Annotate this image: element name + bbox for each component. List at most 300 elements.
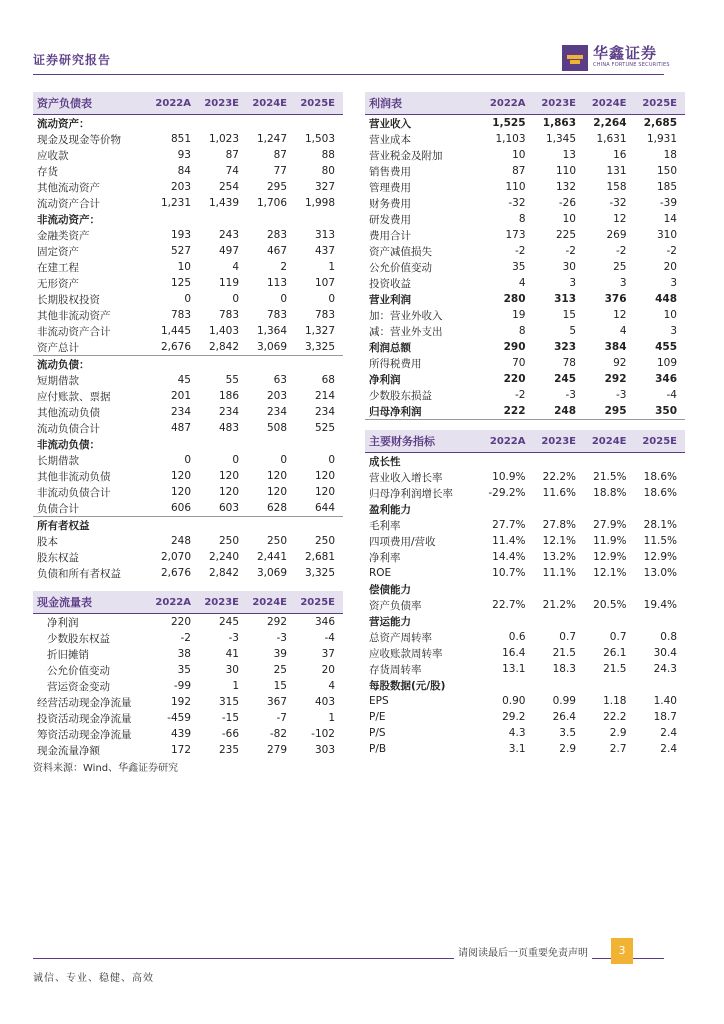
cell-value bbox=[199, 115, 247, 132]
cell-value: 292 bbox=[604, 373, 627, 385]
table-row bbox=[33, 726, 343, 742]
cell-value: 313 bbox=[554, 293, 576, 305]
cash-flow-table bbox=[33, 591, 343, 758]
row-label: 总资产周转率 bbox=[369, 631, 432, 644]
cell-value: 1,247 bbox=[256, 133, 287, 145]
cell-value: 107 bbox=[314, 277, 335, 289]
cell-value: 250 bbox=[266, 535, 287, 547]
table-row bbox=[33, 291, 343, 307]
cell-value bbox=[584, 501, 635, 517]
table-row bbox=[33, 468, 343, 484]
cell-value: 2.4 bbox=[660, 727, 677, 739]
table-header-row bbox=[33, 92, 343, 115]
table-row bbox=[365, 517, 685, 533]
cell-value bbox=[483, 501, 534, 517]
table-row bbox=[33, 452, 343, 468]
cell-value: 269 bbox=[606, 229, 627, 241]
cell-value: 234 bbox=[314, 406, 335, 418]
cell-value: 0.8 bbox=[660, 631, 677, 643]
row-label: 负债合计 bbox=[33, 500, 151, 517]
cell-value: 245 bbox=[554, 373, 576, 385]
cell-value: 28.1% bbox=[643, 519, 677, 531]
cell-value: 310 bbox=[656, 229, 677, 241]
cell-value: 12 bbox=[613, 213, 627, 225]
row-label: 其他非流动资产 bbox=[37, 309, 111, 322]
cell-value: 487 bbox=[170, 422, 191, 434]
cell-value: 18.7 bbox=[653, 711, 677, 723]
cell-value: 2,441 bbox=[256, 551, 287, 563]
cell-value: 20 bbox=[321, 664, 335, 676]
row-label: 营业利润 bbox=[369, 293, 411, 306]
table-title: 主要财务指标 bbox=[365, 430, 483, 453]
row-label: 营运资金变动 bbox=[47, 680, 110, 693]
row-label: 股本 bbox=[37, 535, 58, 548]
cell-value: 0 bbox=[328, 293, 335, 305]
cell-value: 25 bbox=[273, 664, 287, 676]
cell-value: -66 bbox=[221, 728, 239, 740]
cell-value: 113 bbox=[266, 277, 287, 289]
table-row bbox=[33, 694, 343, 710]
cell-value: 235 bbox=[218, 744, 239, 756]
cell-value bbox=[247, 115, 295, 132]
table-header-row bbox=[33, 591, 343, 614]
table-row bbox=[33, 163, 343, 179]
cell-value: 84 bbox=[177, 165, 191, 177]
logo-name-en: CHINA FORTUNE SECURITIES bbox=[593, 62, 670, 68]
row-label: 四项费用/营收 bbox=[369, 535, 436, 548]
cell-value: -32 bbox=[609, 197, 627, 209]
year-header: 2024E bbox=[584, 430, 635, 453]
cell-value: 243 bbox=[218, 229, 239, 241]
table-row bbox=[365, 163, 685, 179]
cell-value bbox=[295, 356, 343, 373]
cell-value: 437 bbox=[314, 245, 335, 257]
cell-value: 0.6 bbox=[508, 631, 526, 643]
cell-value bbox=[247, 356, 295, 373]
cell-value: 0 bbox=[328, 454, 335, 466]
cell-value: 173 bbox=[505, 229, 526, 241]
table-row bbox=[33, 630, 343, 646]
row-label: 归母净利润 bbox=[365, 403, 483, 420]
row-label: 固定资产 bbox=[37, 245, 79, 258]
row-label: 利润总额 bbox=[369, 341, 411, 354]
table-row bbox=[365, 597, 685, 613]
cell-value: 295 bbox=[266, 181, 287, 193]
table-row bbox=[365, 677, 685, 693]
cell-value: 2,681 bbox=[304, 551, 335, 563]
balance-sheet-table bbox=[33, 92, 343, 581]
cell-value: 27.8% bbox=[542, 519, 576, 531]
table-row bbox=[365, 645, 685, 661]
table-row bbox=[365, 469, 685, 485]
cell-value: 346 bbox=[655, 373, 677, 385]
cell-value: 214 bbox=[314, 390, 335, 402]
cell-value: 3 bbox=[670, 277, 677, 289]
row-label: 投资收益 bbox=[369, 277, 411, 290]
year-header: 2022A bbox=[151, 92, 199, 115]
cell-value: 455 bbox=[655, 341, 677, 353]
table-row bbox=[365, 581, 685, 597]
cell-value: 851 bbox=[170, 133, 191, 145]
row-label: 其他流动资产 bbox=[37, 181, 100, 194]
row-label: 营业收入增长率 bbox=[369, 471, 443, 484]
cell-value: 10 bbox=[663, 309, 677, 321]
cell-value: 120 bbox=[314, 486, 335, 498]
page-number: 3 bbox=[611, 938, 633, 964]
year-header: 2025E bbox=[635, 430, 686, 453]
row-label: 资产负债率 bbox=[369, 599, 422, 612]
table-row bbox=[365, 533, 685, 549]
cell-value: 234 bbox=[170, 406, 191, 418]
table-row bbox=[365, 709, 685, 725]
cell-value: 193 bbox=[170, 229, 191, 241]
row-label: 负债和所有者权益 bbox=[37, 567, 121, 580]
cell-value: 250 bbox=[314, 535, 335, 547]
cell-value: 1,023 bbox=[208, 133, 239, 145]
cell-value: 45 bbox=[177, 374, 191, 386]
row-label: 应付账款、票据 bbox=[37, 390, 111, 403]
cell-value: 185 bbox=[656, 181, 677, 193]
row-label: 非流动负债： bbox=[37, 438, 100, 451]
cell-value: 120 bbox=[266, 470, 287, 482]
cell-value: 8 bbox=[518, 213, 526, 225]
cell-value: 603 bbox=[199, 500, 247, 517]
row-label: 少数股东损益 bbox=[369, 389, 432, 402]
row-label: 营业成本 bbox=[369, 133, 411, 146]
cell-value: 1,445 bbox=[160, 325, 191, 337]
table-row bbox=[365, 565, 685, 581]
cell-value: -4 bbox=[666, 389, 677, 401]
cell-value: 29.2 bbox=[502, 711, 526, 723]
row-label: 财务费用 bbox=[369, 197, 411, 210]
cell-value: 2,240 bbox=[208, 551, 239, 563]
cell-value: 250 bbox=[218, 535, 239, 547]
table-row bbox=[33, 179, 343, 195]
cell-value bbox=[151, 115, 199, 132]
cell-value: 13.0% bbox=[643, 567, 677, 579]
cell-value: 1 bbox=[328, 712, 335, 724]
cell-value: -102 bbox=[311, 728, 335, 740]
cell-value: -4 bbox=[324, 632, 335, 644]
cell-value bbox=[247, 211, 295, 227]
table-row bbox=[365, 453, 685, 470]
cell-value: 15 bbox=[273, 680, 287, 692]
cell-value: 27.7% bbox=[492, 519, 526, 531]
cell-value: 783 bbox=[170, 309, 191, 321]
cell-value: 70 bbox=[512, 357, 526, 369]
cell-value: 303 bbox=[314, 744, 335, 756]
cell-value bbox=[584, 677, 635, 693]
table-row bbox=[365, 147, 685, 163]
row-label: 成长性 bbox=[369, 455, 401, 468]
cell-value: 234 bbox=[266, 406, 287, 418]
cell-value: 24.3 bbox=[653, 663, 677, 675]
row-label: 存货周转率 bbox=[369, 663, 422, 676]
row-label: P/B bbox=[369, 743, 387, 755]
table-row bbox=[365, 307, 685, 323]
cell-value: 80 bbox=[321, 165, 335, 177]
cell-value: 1,706 bbox=[256, 197, 287, 209]
cell-value: 22.7% bbox=[492, 599, 526, 611]
logo-name-cn: 华鑫证券 bbox=[593, 44, 658, 62]
company-motto: 诚信、专业、稳健、高效 bbox=[33, 973, 154, 984]
table-row bbox=[365, 629, 685, 645]
table-row bbox=[33, 195, 343, 211]
cell-value: 12.1% bbox=[593, 567, 627, 579]
cell-value: 120 bbox=[314, 470, 335, 482]
year-header: 2024E bbox=[247, 92, 295, 115]
cell-value bbox=[151, 436, 199, 452]
cell-value: 110 bbox=[555, 165, 576, 177]
cell-value: 497 bbox=[218, 245, 239, 257]
year-header: 2023E bbox=[534, 92, 585, 115]
cell-value: 158 bbox=[606, 181, 627, 193]
cell-value bbox=[584, 581, 635, 597]
table-row bbox=[33, 646, 343, 662]
logo-text bbox=[593, 45, 670, 69]
cell-value: 19.4% bbox=[643, 599, 677, 611]
cell-value: 525 bbox=[314, 422, 335, 434]
table-row bbox=[365, 501, 685, 517]
cell-value bbox=[483, 453, 534, 470]
cell-value: 25 bbox=[613, 261, 627, 273]
cell-value: 63 bbox=[273, 374, 287, 386]
cell-value: 22.2 bbox=[603, 711, 627, 723]
cell-value: 203 bbox=[266, 390, 287, 402]
year-header: 2023E bbox=[199, 92, 247, 115]
cell-value: 0.90 bbox=[502, 695, 526, 707]
cell-value: 16.4 bbox=[502, 647, 526, 659]
cell-value: 18.6% bbox=[643, 471, 677, 483]
cell-value bbox=[199, 211, 247, 227]
table-row bbox=[33, 614, 343, 631]
cell-value bbox=[635, 453, 686, 470]
cell-value: 2,070 bbox=[160, 551, 191, 563]
cell-value: 248 bbox=[170, 535, 191, 547]
cell-value: -39 bbox=[659, 197, 677, 209]
cell-value: 78 bbox=[562, 357, 576, 369]
cell-value: 1,403 bbox=[208, 325, 239, 337]
cell-value bbox=[534, 677, 585, 693]
key-indicators-table bbox=[365, 430, 685, 757]
cell-value: 37 bbox=[321, 648, 335, 660]
cell-value: 120 bbox=[170, 470, 191, 482]
row-label: 净利润 bbox=[47, 616, 79, 629]
cell-value: 1,525 bbox=[492, 117, 526, 129]
cell-value: 27.9% bbox=[593, 519, 627, 531]
cell-value: 150 bbox=[656, 165, 677, 177]
year-header: 2025E bbox=[295, 92, 343, 115]
table-header-row bbox=[365, 430, 685, 453]
cell-value: 21.2% bbox=[542, 599, 576, 611]
cell-value: 3.5 bbox=[559, 727, 576, 739]
cell-value: -2 bbox=[515, 245, 526, 257]
table-header-row bbox=[365, 92, 685, 115]
cell-value: 19 bbox=[512, 309, 526, 321]
table-row bbox=[365, 259, 685, 275]
cell-value: 3,069 bbox=[256, 567, 287, 579]
cell-value bbox=[295, 115, 343, 132]
row-label: ROE bbox=[369, 567, 392, 579]
cell-value: 4.3 bbox=[508, 727, 526, 739]
cell-value: 5 bbox=[569, 325, 576, 337]
table-row bbox=[33, 131, 343, 147]
cell-value: 0 bbox=[184, 454, 191, 466]
cell-value: 14.4% bbox=[492, 551, 526, 563]
table-row bbox=[33, 211, 343, 227]
company-logo bbox=[562, 45, 670, 71]
cell-value: 403 bbox=[314, 696, 335, 708]
cell-value: 172 bbox=[170, 744, 191, 756]
cell-value: -15 bbox=[221, 712, 239, 724]
table-row bbox=[365, 549, 685, 565]
cell-value: -2 bbox=[565, 245, 576, 257]
row-label: 少数股东权益 bbox=[47, 632, 110, 645]
row-label: 应收款 bbox=[37, 149, 69, 162]
cell-value bbox=[584, 613, 635, 629]
cell-value: 220 bbox=[170, 616, 191, 628]
row-label: 股东权益 bbox=[37, 551, 79, 564]
income-statement-table bbox=[365, 92, 685, 420]
cell-value: 186 bbox=[218, 390, 239, 402]
cell-value: 68 bbox=[321, 374, 335, 386]
cell-value: 125 bbox=[170, 277, 191, 289]
table-row bbox=[33, 243, 343, 259]
table-row bbox=[365, 485, 685, 501]
row-label: 所有者权益 bbox=[37, 519, 90, 532]
cell-value: 0.99 bbox=[552, 695, 576, 707]
cell-value: 3.1 bbox=[508, 743, 526, 755]
cell-value bbox=[247, 436, 295, 452]
cell-value: 0 bbox=[232, 454, 239, 466]
cell-value: 201 bbox=[170, 390, 191, 402]
cell-value: 384 bbox=[604, 341, 627, 353]
table-row bbox=[365, 613, 685, 629]
cell-value: 4 bbox=[328, 680, 335, 692]
table-row bbox=[365, 179, 685, 195]
cell-value: 367 bbox=[266, 696, 287, 708]
row-label: P/E bbox=[369, 711, 386, 723]
table-row bbox=[365, 131, 685, 147]
cell-value: 323 bbox=[554, 341, 576, 353]
row-label: 无形资产 bbox=[37, 277, 79, 290]
table-row bbox=[33, 339, 343, 356]
row-label: 应收账款周转率 bbox=[369, 647, 443, 660]
cell-value: 4 bbox=[232, 261, 239, 273]
year-header: 2024E bbox=[584, 92, 635, 115]
row-label: 营业收入 bbox=[369, 117, 411, 130]
table-row bbox=[33, 372, 343, 388]
row-label: 金融类资产 bbox=[37, 229, 90, 242]
cell-value bbox=[483, 613, 534, 629]
cell-value: 93 bbox=[177, 149, 191, 161]
cell-value: 30 bbox=[562, 261, 576, 273]
row-label: 费用合计 bbox=[369, 229, 411, 242]
cell-value: 14 bbox=[663, 213, 677, 225]
cell-value: 2,685 bbox=[643, 117, 677, 129]
table-row bbox=[33, 323, 343, 339]
cell-value: 2.4 bbox=[660, 743, 677, 755]
cell-value: 3 bbox=[670, 325, 677, 337]
data-source-note: 资料来源：Wind、华鑫证券研究 bbox=[33, 763, 179, 774]
cell-value: 11.4% bbox=[492, 535, 526, 547]
table-row bbox=[365, 275, 685, 291]
cell-value: 74 bbox=[225, 165, 239, 177]
cell-value: 11.9% bbox=[593, 535, 627, 547]
cell-value: 87 bbox=[273, 149, 287, 161]
table-row bbox=[365, 291, 685, 307]
cell-value: 120 bbox=[218, 486, 239, 498]
cell-value: 0 bbox=[232, 293, 239, 305]
cell-value: 2,842 bbox=[208, 567, 239, 579]
cell-value: 2,842 bbox=[199, 339, 247, 356]
cell-value: 10 bbox=[512, 149, 526, 161]
year-header: 2023E bbox=[534, 430, 585, 453]
row-label: 每股数据(元/股) bbox=[369, 679, 446, 692]
cell-value: 18.3 bbox=[552, 663, 576, 675]
cell-value: 2,264 bbox=[593, 117, 627, 129]
cell-value: 38 bbox=[177, 648, 191, 660]
cell-value: 1,863 bbox=[542, 117, 576, 129]
cell-value: 92 bbox=[613, 357, 627, 369]
cell-value: 10.7% bbox=[492, 567, 526, 579]
table-row bbox=[33, 549, 343, 565]
cell-value bbox=[151, 517, 199, 534]
row-label: 加：营业外收入 bbox=[369, 309, 443, 322]
table-row bbox=[33, 420, 343, 436]
cell-value: 18.8% bbox=[593, 487, 627, 499]
cell-value: -3 bbox=[565, 389, 576, 401]
table-row bbox=[365, 115, 685, 132]
cell-value: 3,325 bbox=[304, 567, 335, 579]
cell-value: 30.4 bbox=[653, 647, 677, 659]
table-row bbox=[33, 500, 343, 517]
year-header: 2023E bbox=[199, 591, 247, 614]
table-row bbox=[33, 227, 343, 243]
header-rule bbox=[33, 74, 664, 75]
cell-value bbox=[635, 613, 686, 629]
row-label: 净利润 bbox=[369, 373, 401, 386]
cell-value bbox=[151, 211, 199, 227]
year-header: 2025E bbox=[635, 92, 686, 115]
cell-value: 35 bbox=[177, 664, 191, 676]
cell-value: 12 bbox=[613, 309, 627, 321]
table-row bbox=[365, 661, 685, 677]
cell-value: -459 bbox=[167, 712, 191, 724]
cell-value: 13 bbox=[562, 149, 576, 161]
cell-value: 21.5% bbox=[593, 471, 627, 483]
cell-value: 1.18 bbox=[603, 695, 627, 707]
table-row bbox=[33, 275, 343, 291]
cell-value: 2 bbox=[280, 261, 287, 273]
cell-value bbox=[483, 581, 534, 597]
cell-value: 350 bbox=[635, 403, 686, 420]
row-label: 流动资产： bbox=[37, 117, 90, 130]
table-row bbox=[365, 355, 685, 371]
cell-value: 644 bbox=[295, 500, 343, 517]
cell-value: 448 bbox=[655, 293, 677, 305]
cell-value: 13.1 bbox=[502, 663, 526, 675]
cell-value: 88 bbox=[321, 149, 335, 161]
cell-value: -82 bbox=[269, 728, 287, 740]
cell-value: 3,069 bbox=[247, 339, 295, 356]
row-label: 现金流量净额 bbox=[37, 744, 100, 757]
cell-value: 3,325 bbox=[295, 339, 343, 356]
table-row bbox=[33, 436, 343, 452]
disclaimer-link[interactable]: 请阅读最后一页重要免责声明 bbox=[454, 944, 592, 959]
table-row bbox=[365, 693, 685, 709]
table-row bbox=[33, 662, 343, 678]
